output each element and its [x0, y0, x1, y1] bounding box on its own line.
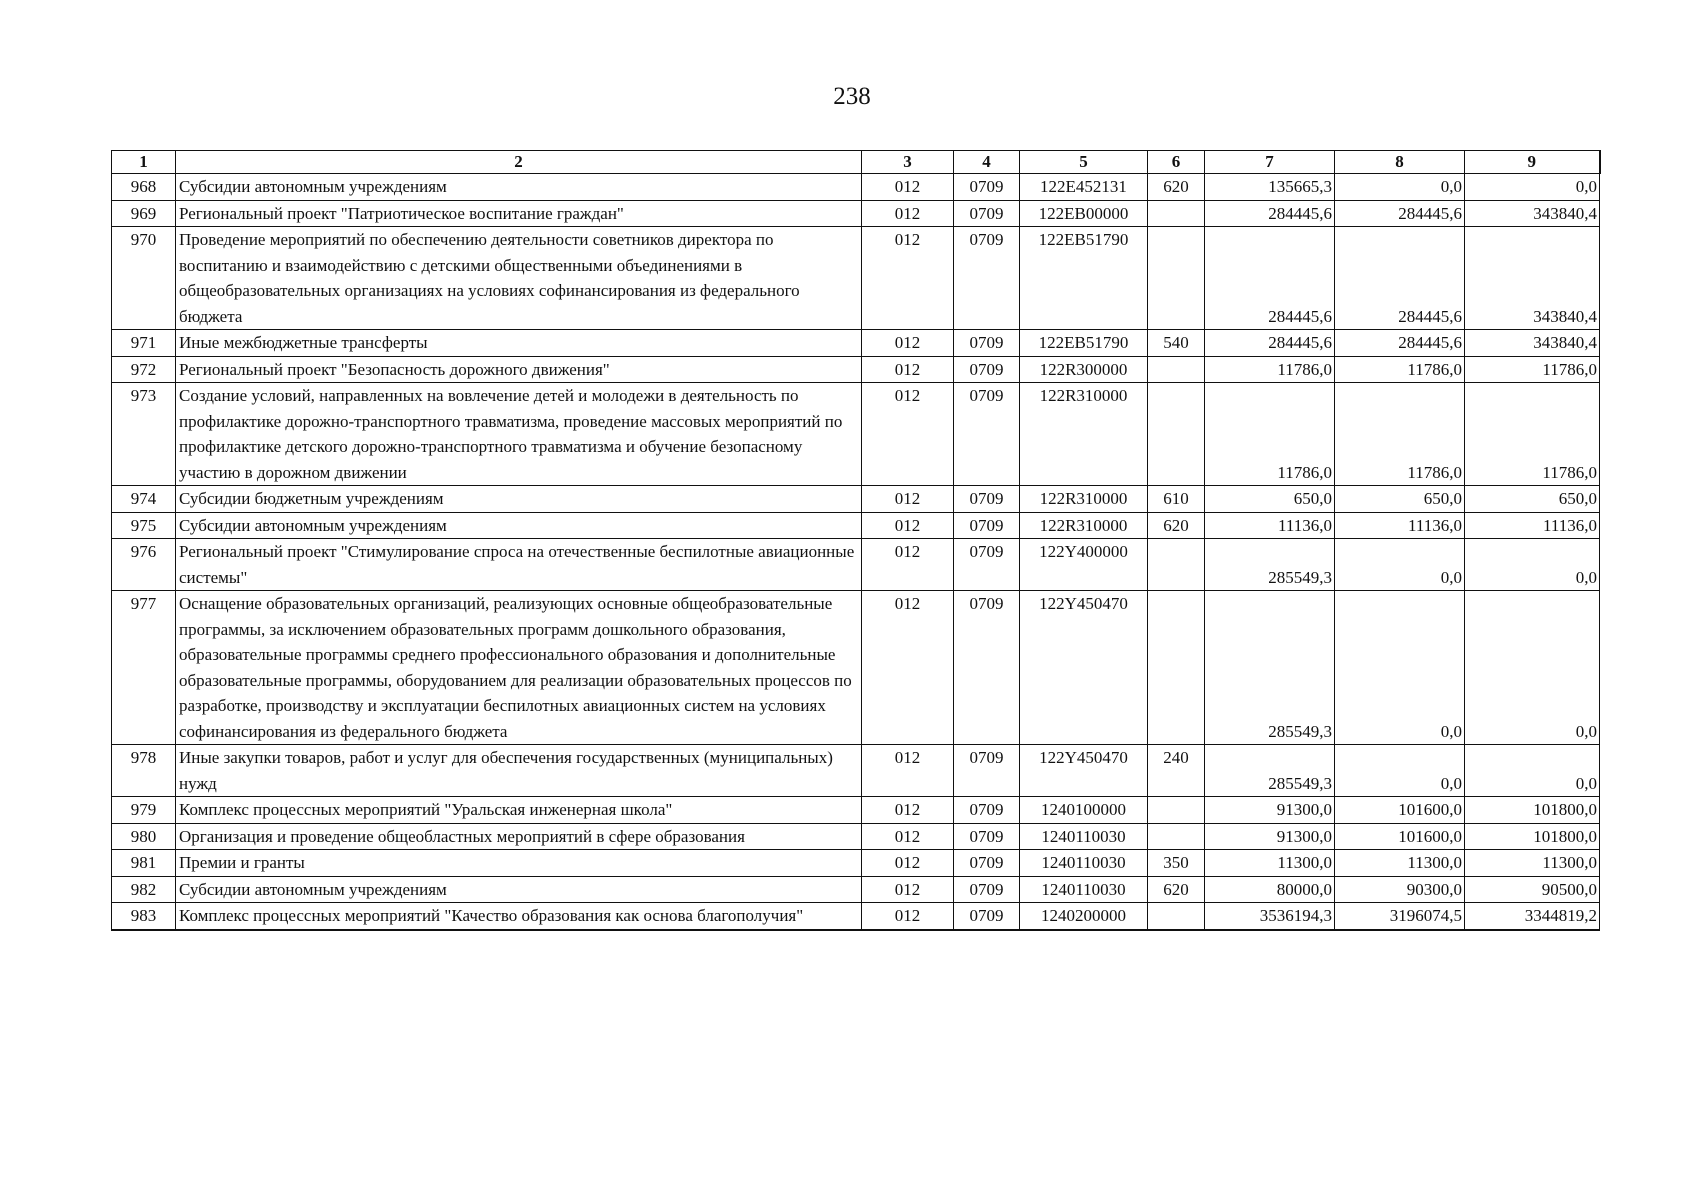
amount-col-7: 135665,3 — [1205, 174, 1335, 201]
amount-col-8: 0,0 — [1335, 174, 1465, 201]
amount-col-8: 284445,6 — [1335, 330, 1465, 357]
row-name: Организация и проведение общеобластных мероприятий в сфере образования — [176, 823, 862, 850]
table-row — [112, 539, 1600, 591]
expense-type-code — [1148, 823, 1205, 850]
amount-col-7: 11786,0 — [1205, 383, 1335, 486]
target-article-code: 122R310000 — [1020, 486, 1148, 513]
target-article-code: 122R310000 — [1020, 512, 1148, 539]
section-code: 0709 — [954, 383, 1020, 486]
section-code: 0709 — [954, 591, 1020, 745]
target-article-code: 122EB00000 — [1020, 200, 1148, 227]
amount-col-7: 11300,0 — [1205, 850, 1335, 877]
row-number: 973 — [112, 383, 176, 486]
amount-col-9: 0,0 — [1465, 591, 1600, 745]
row-number: 981 — [112, 850, 176, 877]
row-number: 978 — [112, 745, 176, 797]
amount-col-9: 343840,4 — [1465, 200, 1600, 227]
amount-col-8: 11300,0 — [1335, 850, 1465, 877]
table-row — [112, 330, 1600, 357]
expense-type-code — [1148, 227, 1205, 330]
row-number: 977 — [112, 591, 176, 745]
section-code: 0709 — [954, 539, 1020, 591]
table-row — [112, 903, 1600, 930]
amount-col-9: 0,0 — [1465, 539, 1600, 591]
amount-col-8: 101600,0 — [1335, 797, 1465, 824]
ministry-code: 012 — [862, 174, 954, 201]
table-row — [112, 745, 1600, 797]
section-code: 0709 — [954, 174, 1020, 201]
section-code: 0709 — [954, 797, 1020, 824]
amount-col-7: 11136,0 — [1205, 512, 1335, 539]
section-code: 0709 — [954, 823, 1020, 850]
section-code: 0709 — [954, 745, 1020, 797]
target-article-code: 122R300000 — [1020, 356, 1148, 383]
target-article-code: 1240110030 — [1020, 823, 1148, 850]
amount-col-9: 3344819,2 — [1465, 903, 1600, 930]
amount-col-8: 0,0 — [1335, 745, 1465, 797]
target-article-code: 122Y450470 — [1020, 745, 1148, 797]
amount-col-9: 343840,4 — [1465, 330, 1600, 357]
row-number: 975 — [112, 512, 176, 539]
table-row — [112, 356, 1600, 383]
expense-type-code: 610 — [1148, 486, 1205, 513]
row-number: 982 — [112, 876, 176, 903]
row-number: 969 — [112, 200, 176, 227]
amount-col-7: 285549,3 — [1205, 539, 1335, 591]
amount-col-8: 284445,6 — [1335, 200, 1465, 227]
row-name: Иные межбюджетные трансферты — [176, 330, 862, 357]
ministry-code: 012 — [862, 539, 954, 591]
expense-type-code — [1148, 539, 1205, 591]
row-name: Региональный проект "Патриотическое воспитание граждан" — [176, 200, 862, 227]
expense-type-code: 540 — [1148, 330, 1205, 357]
amount-col-7: 3536194,3 — [1205, 903, 1335, 930]
row-name: Проведение мероприятий по обеспечению деятельности советников директора по воспитанию и взаимодействию с детскими общественными объединениями в общеобразовательных организациях на условиях софинансирования из федерального бюджета — [176, 227, 862, 330]
row-number: 980 — [112, 823, 176, 850]
row-number: 972 — [112, 356, 176, 383]
row-number: 971 — [112, 330, 176, 357]
table-row — [112, 876, 1600, 903]
ministry-code: 012 — [862, 356, 954, 383]
amount-col-9: 0,0 — [1465, 745, 1600, 797]
expense-type-code — [1148, 797, 1205, 824]
target-article-code: 122EB51790 — [1020, 330, 1148, 357]
amount-col-9: 101800,0 — [1465, 823, 1600, 850]
amount-col-7: 284445,6 — [1205, 330, 1335, 357]
row-number: 983 — [112, 903, 176, 930]
section-code: 0709 — [954, 330, 1020, 357]
column-header: 8 — [1335, 151, 1465, 174]
amount-col-9: 11300,0 — [1465, 850, 1600, 877]
amount-col-9: 650,0 — [1465, 486, 1600, 513]
section-code: 0709 — [954, 876, 1020, 903]
amount-col-7: 11786,0 — [1205, 356, 1335, 383]
row-name: Субсидии бюджетным учреждениям — [176, 486, 862, 513]
budget-table — [111, 150, 1601, 931]
amount-col-9: 90500,0 — [1465, 876, 1600, 903]
ministry-code: 012 — [862, 850, 954, 877]
row-name: Комплекс процессных мероприятий "Качество образования как основа благополучия" — [176, 903, 862, 930]
expense-type-code — [1148, 200, 1205, 227]
amount-col-7: 91300,0 — [1205, 797, 1335, 824]
ministry-code: 012 — [862, 903, 954, 930]
amount-col-9: 11786,0 — [1465, 356, 1600, 383]
target-article-code: 1240110030 — [1020, 876, 1148, 903]
ministry-code: 012 — [862, 383, 954, 486]
target-article-code: 122Y450470 — [1020, 591, 1148, 745]
amount-col-7: 650,0 — [1205, 486, 1335, 513]
row-number: 968 — [112, 174, 176, 201]
amount-col-9: 0,0 — [1465, 174, 1600, 201]
amount-col-8: 0,0 — [1335, 539, 1465, 591]
table-row — [112, 850, 1600, 877]
ministry-code: 012 — [862, 330, 954, 357]
expense-type-code: 240 — [1148, 745, 1205, 797]
amount-col-8: 650,0 — [1335, 486, 1465, 513]
amount-col-7: 285549,3 — [1205, 591, 1335, 745]
target-article-code: 122Y400000 — [1020, 539, 1148, 591]
ministry-code: 012 — [862, 486, 954, 513]
amount-col-9: 101800,0 — [1465, 797, 1600, 824]
ministry-code: 012 — [862, 745, 954, 797]
target-article-code: 122EB51790 — [1020, 227, 1148, 330]
amount-col-7: 284445,6 — [1205, 200, 1335, 227]
expense-type-code: 620 — [1148, 876, 1205, 903]
column-header: 7 — [1205, 151, 1335, 174]
row-name: Комплекс процессных мероприятий "Уральская инженерная школа" — [176, 797, 862, 824]
section-code: 0709 — [954, 227, 1020, 330]
row-name: Региональный проект "Стимулирование спроса на отечественные беспилотные авиационные системы" — [176, 539, 862, 591]
row-number: 979 — [112, 797, 176, 824]
amount-col-7: 284445,6 — [1205, 227, 1335, 330]
row-number: 974 — [112, 486, 176, 513]
section-code: 0709 — [954, 512, 1020, 539]
section-code: 0709 — [954, 356, 1020, 383]
table-row — [112, 512, 1600, 539]
row-name: Оснащение образовательных организаций, реализующих основные общеобразовательные программы, за исключением образовательных программ дошкольного образования, образовательные программы среднего профессионального образования и дополнительные образовательные программы, оборудованием для реализации образовательных процессов по разработке, производству и эксплуатации беспилотных авиационных систем на условиях софинансирования из федерального бюджета — [176, 591, 862, 745]
amount-col-9: 343840,4 — [1465, 227, 1600, 330]
ministry-code: 012 — [862, 200, 954, 227]
expense-type-code: 350 — [1148, 850, 1205, 877]
page-number: 238 — [833, 83, 871, 110]
expense-type-code — [1148, 591, 1205, 745]
amount-col-8: 11786,0 — [1335, 356, 1465, 383]
column-header: 5 — [1020, 151, 1148, 174]
section-code: 0709 — [954, 903, 1020, 930]
amount-col-8: 284445,6 — [1335, 227, 1465, 330]
ministry-code: 012 — [862, 876, 954, 903]
expense-type-code — [1148, 903, 1205, 930]
table-row — [112, 227, 1600, 330]
target-article-code: 1240110030 — [1020, 850, 1148, 877]
column-header: 2 — [176, 151, 862, 174]
column-header: 6 — [1148, 151, 1205, 174]
amount-col-7: 285549,3 — [1205, 745, 1335, 797]
row-number: 976 — [112, 539, 176, 591]
table-row — [112, 823, 1600, 850]
section-code: 0709 — [954, 850, 1020, 877]
amount-col-8: 3196074,5 — [1335, 903, 1465, 930]
expense-type-code: 620 — [1148, 174, 1205, 201]
column-header: 1 — [112, 151, 176, 174]
row-name: Региональный проект "Безопасность дорожного движения" — [176, 356, 862, 383]
table-row — [112, 174, 1600, 201]
column-header: 9 — [1465, 151, 1600, 174]
row-name: Иные закупки товаров, работ и услуг для обеспечения государственных (муниципальных) нужд — [176, 745, 862, 797]
target-article-code: 1240200000 — [1020, 903, 1148, 930]
amount-col-9: 11786,0 — [1465, 383, 1600, 486]
ministry-code: 012 — [862, 512, 954, 539]
table-row — [112, 200, 1600, 227]
ministry-code: 012 — [862, 823, 954, 850]
amount-col-8: 0,0 — [1335, 591, 1465, 745]
amount-col-8: 11786,0 — [1335, 383, 1465, 486]
row-name: Субсидии автономным учреждениям — [176, 876, 862, 903]
row-number: 970 — [112, 227, 176, 330]
target-article-code: 122E452131 — [1020, 174, 1148, 201]
row-name: Субсидии автономным учреждениям — [176, 174, 862, 201]
row-name: Премии и гранты — [176, 850, 862, 877]
amount-col-9: 11136,0 — [1465, 512, 1600, 539]
column-header: 3 — [862, 151, 954, 174]
table-header-row — [112, 151, 1600, 174]
table-row — [112, 591, 1600, 745]
table-row — [112, 797, 1600, 824]
ministry-code: 012 — [862, 227, 954, 330]
column-header: 4 — [954, 151, 1020, 174]
row-name: Субсидии автономным учреждениям — [176, 512, 862, 539]
amount-col-7: 80000,0 — [1205, 876, 1335, 903]
section-code: 0709 — [954, 486, 1020, 513]
expense-type-code — [1148, 383, 1205, 486]
ministry-code: 012 — [862, 797, 954, 824]
target-article-code: 1240100000 — [1020, 797, 1148, 824]
ministry-code: 012 — [862, 591, 954, 745]
expense-type-code — [1148, 356, 1205, 383]
amount-col-8: 90300,0 — [1335, 876, 1465, 903]
section-code: 0709 — [954, 200, 1020, 227]
table-row — [112, 383, 1600, 486]
table-row — [112, 486, 1600, 513]
amount-col-7: 91300,0 — [1205, 823, 1335, 850]
target-article-code: 122R310000 — [1020, 383, 1148, 486]
expense-type-code: 620 — [1148, 512, 1205, 539]
row-name: Создание условий, направленных на вовлечение детей и молодежи в деятельность по профилактике дорожно-транспортного травматизма, проведение массовых мероприятий по профилактике детского дорожно-транспортного травматизма и обучение безопасному участию в дорожном движении — [176, 383, 862, 486]
amount-col-8: 11136,0 — [1335, 512, 1465, 539]
amount-col-8: 101600,0 — [1335, 823, 1465, 850]
